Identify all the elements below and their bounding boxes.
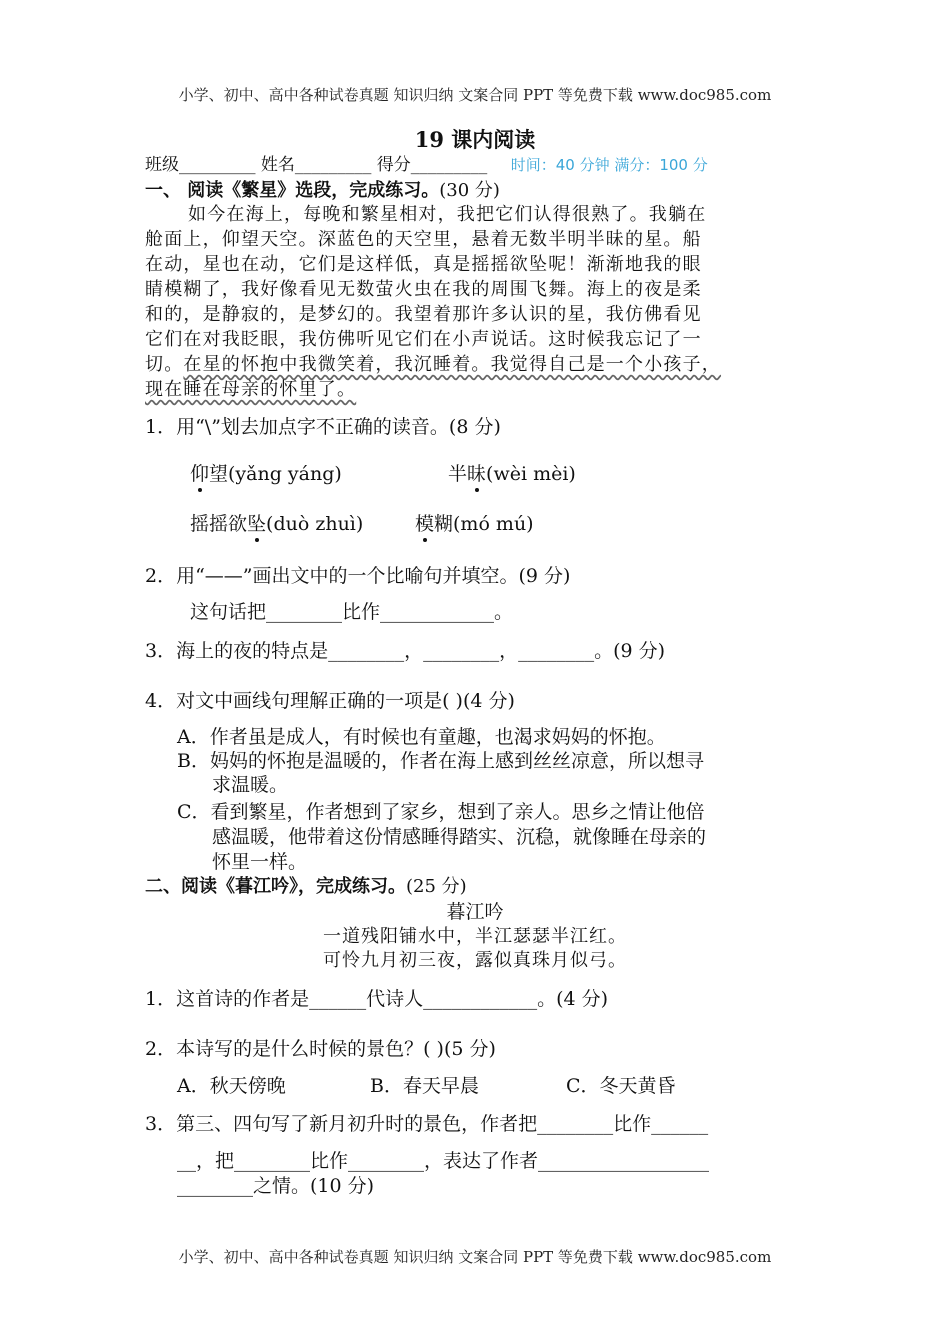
question-2: 2．用“——”画出文中的一个比喻句并填空。(9 分) xyxy=(145,565,571,587)
option-c: C．看到繁星，作者想到了家乡，想到了亲人。思乡之情让他倍 xyxy=(177,801,705,823)
section1-points: (30 分) xyxy=(439,180,500,201)
passage-line: 在动，星也在动，它们是这样低，真是摇摇欲坠呢！渐渐地我的眼 xyxy=(145,254,702,275)
s2-question-3: 3．第三、四句写了新月初升时的景色，作者把________比作______ xyxy=(145,1113,709,1135)
s2-option-c: C．冬天黄昏 xyxy=(566,1075,676,1097)
pinyin-item: 摇摇欲坠(duò zhuì) xyxy=(190,509,363,536)
passage-line: 睛模糊了，我好像看见无数萤火虫在我的周围飞舞。海上的夜是柔 xyxy=(145,279,702,300)
dotted-char: 坠 xyxy=(247,509,266,536)
s2-question-3-cont: __，把________比作________，表达了作者__________________ xyxy=(177,1150,710,1172)
question-4: 4．对文中画线句理解正确的一项是( )(4 分) xyxy=(145,690,515,712)
wavy-underlined-sentence: 现在睡在母亲的怀里了。 xyxy=(145,379,357,400)
s2-option-a: A．秋天傍晚 xyxy=(177,1075,286,1097)
question-2-fill: 这句话把________比作____________。 xyxy=(190,601,514,623)
pinyin-item: 仰望(yǎng yáng) xyxy=(190,459,342,486)
option-b: B．妈妈的怀抱是温暖的，作者在海上感到丝丝凉意，所以想寻 xyxy=(177,750,704,772)
passage-line: 舱面上，仰望天空。深蓝色的天空里，悬着无数半明半昧的星。船 xyxy=(145,229,702,250)
s2-option-b: B．春天早晨 xyxy=(370,1075,479,1097)
dotted-char: 昧 xyxy=(467,459,486,486)
question-3: 3．海上的夜的特点是________，________，________。(9 分) xyxy=(145,640,666,662)
page-footer: 小学、初中、高中各种试卷真题 知识归纳 文案合同 PPT 等免费下载 www.doc985.com xyxy=(178,1248,772,1266)
s2-question-1: 1．这首诗的作者是______代诗人____________。(4 分) xyxy=(145,988,609,1010)
section2-heading xyxy=(145,872,467,898)
dotted-char: 仰 xyxy=(190,459,209,486)
option-c-cont: 怀里一样。 xyxy=(212,851,308,873)
s2-question-2: 2．本诗写的是什么时候的景色？( )(5 分) xyxy=(145,1038,496,1060)
page-title: 19 课内阅读 xyxy=(414,127,536,152)
pinyin-item: 模糊(mó mú) xyxy=(415,509,534,536)
page-header: 小学、初中、高中各种试卷真题 知识归纳 文案合同 PPT 等免费下载 www.doc985.com xyxy=(178,86,772,104)
section1-heading-text: 一、 阅读《繁星》选段，完成练习。 xyxy=(145,180,440,201)
section2-points: (25 分) xyxy=(406,876,467,897)
option-b-cont: 求温暖。 xyxy=(212,774,289,796)
option-a: A．作者虽是成人，有时候也有童趣，也渴求妈妈的怀抱。 xyxy=(177,726,666,748)
student-info-line xyxy=(145,150,708,175)
passage-line: 如今在海上，每晚和繁星相对，我把它们认得很熟了。我躺在 xyxy=(188,204,707,225)
poem-title: 暮江吟 xyxy=(446,901,504,923)
time-score-info: 时间：40 分钟 满分：100 分 xyxy=(510,156,708,174)
poem-line: 可怜九月初三夜，露似真珠月似弓。 xyxy=(323,950,627,971)
poem-line: 一道残阳铺水中，半江瑟瑟半江红。 xyxy=(323,926,627,947)
info-fields: 班级_________ 姓名_________ 得分_________ xyxy=(145,155,488,175)
option-c-cont: 感温暖，他带着这份情感睡得踏实、沉稳，就像睡在母亲的 xyxy=(212,826,707,848)
section1-heading xyxy=(145,176,500,202)
s2-question-3-cont: ________之情。(10 分) xyxy=(177,1175,375,1197)
dotted-char: 模 xyxy=(415,509,434,536)
passage-line-underlined xyxy=(145,375,356,401)
passage-line-underlined: 切。在星的怀抱中我微笑着，我沉睡着。我觉得自己是一个小孩子， xyxy=(145,354,722,375)
question-1: 1．用“\”划去加点字不正确的读音。(8 分) xyxy=(145,416,501,438)
passage-line: 它们在对我眨眼，我仿佛听见它们在小声说话。这时候我忘记了一 xyxy=(145,329,702,350)
pinyin-item: 半昧(wèi mèi) xyxy=(448,459,576,486)
section2-heading-text: 二、阅读《暮江吟》，完成练习。 xyxy=(145,876,406,897)
wavy-underlined-sentence: 在星的怀抱中我微笑着，我沉睡着。我觉得自己是一个小孩子， xyxy=(183,354,722,375)
passage-line: 和的，是静寂的，是梦幻的。我望着那许多认识的星，我仿佛看见 xyxy=(145,304,702,325)
